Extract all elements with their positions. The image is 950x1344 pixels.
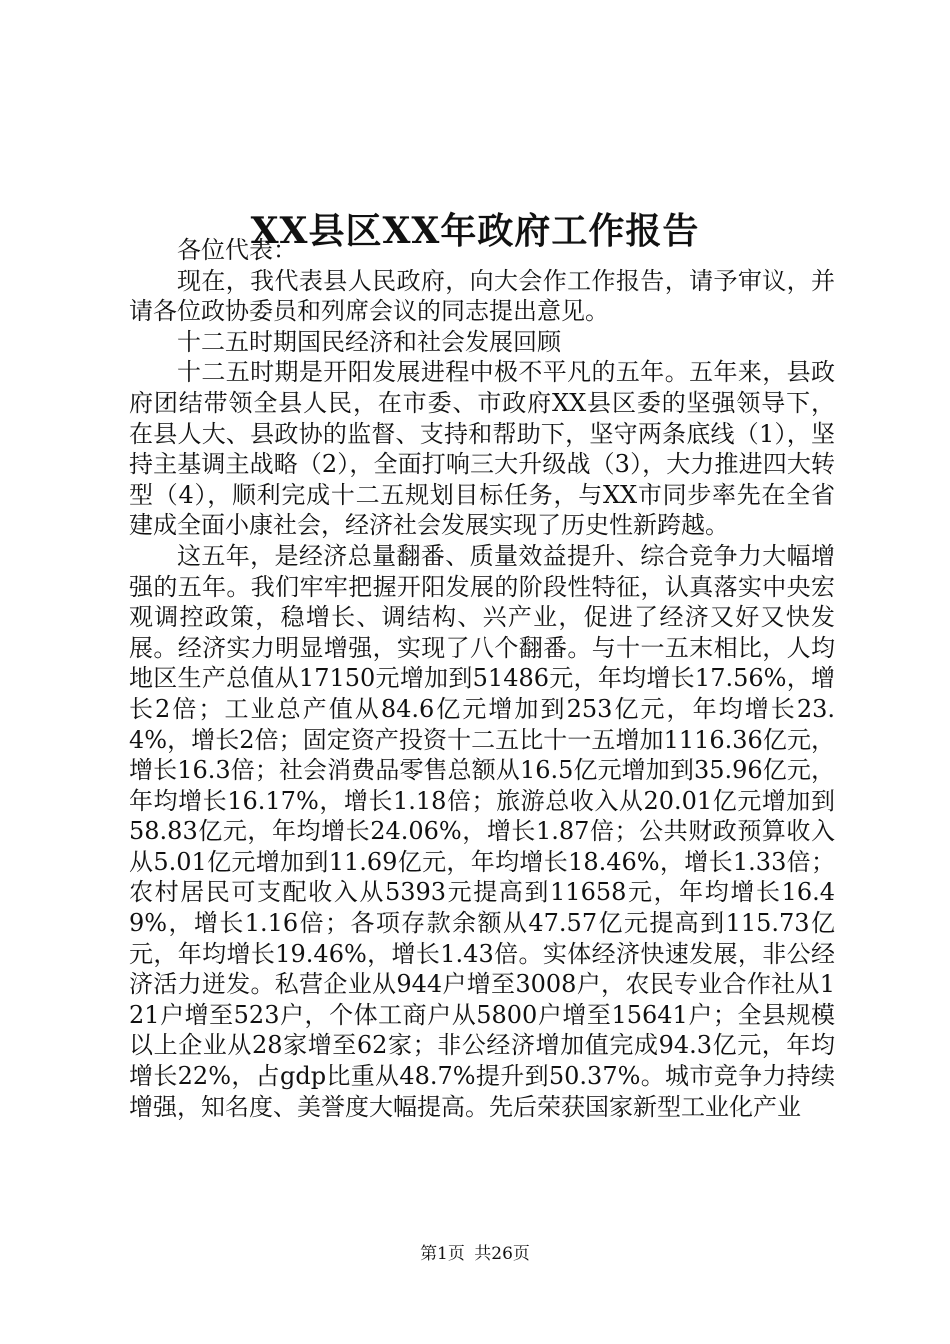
- economy-paragraph: 这五年，是经济总量翻番、质量效益提升、综合竞争力大幅增强的五年。我们牢牢把握开阳发展的阶段性特征，认真落实中央宏观调控政策，稳增长、调结构、兴产业，促进了经济又好又快发展。经济实力明显增强，实现了八个翻番。与十一五末相比，人均地区生产总值从17150元增加到51486元，年均增长17.56%，增长2倍；工业总产值从84.6亿元增加到253亿元，年均增长23.4%，增长2倍；固定资产投资十二五比十一五增加1116.36亿元，增长16.3倍；社会消费品零售总额从16.5亿元增加到35.96亿元，年均增长16.17%，增长1.18倍；旅游总收入从20.01亿元增加到58.83亿元，年均增长24.06%，增长1.87倍；公共财政预算收入从5.01亿元增加到11.69亿元，年均增长18.46%，增长1.33倍；农村居民可支配收入从5393元提高到11658元，年均增长16.49%，增长1.16倍；各项存款余额从47.57亿元提高到115.73亿元，年均增长19.46%，增长1.43倍。实体经济快速发展，非公经济活力迸发。私营企业从944户增至3008户，农民专业合作社从121户增至523户，个体工商户从5800户增至15641户；全县规模以上企业从28家增至62家；非公经济增加值完成94.3亿元，年均增长22%，占gdp比重从48.7%提升到50.37%。城市竞争力持续增强，知名度、美誉度大幅提高。先后荣获国家新型工业化产业: [129, 541, 835, 1121]
- page-number: 第1页: [420, 1244, 465, 1264]
- document-body: [129, 235, 835, 1122]
- document-title: XX县区XX年政府工作报告: [250, 210, 700, 253]
- page-total: 共26页: [474, 1244, 530, 1264]
- review-paragraph: 十二五时期是开阳发展进程中极不平凡的五年。五年来，县政府团结带领全县人民，在市委、市政府XX县区委的坚强领导下，在县人大、县政协的监督、支持和帮助下，坚守两条底线（1），坚持主基调主战略（2），全面打响三大升级战（3），大力推进四大转型（4），顺利完成十二五规划目标任务，与XX市同步率先在全省建成全面小康社会，经济社会发展实现了历史性新跨越。: [129, 358, 835, 540]
- salutation-paragraph: 各位代表：: [177, 236, 297, 264]
- section-heading: 十二五时期国民经济和社会发展回顾: [177, 327, 561, 356]
- intro-paragraph: 现在，我代表县人民政府，向大会作工作报告，请予审议，并请各位政协委员和列席会议的同志提出意见。: [129, 266, 835, 326]
- page-footer: [0, 1242, 950, 1266]
